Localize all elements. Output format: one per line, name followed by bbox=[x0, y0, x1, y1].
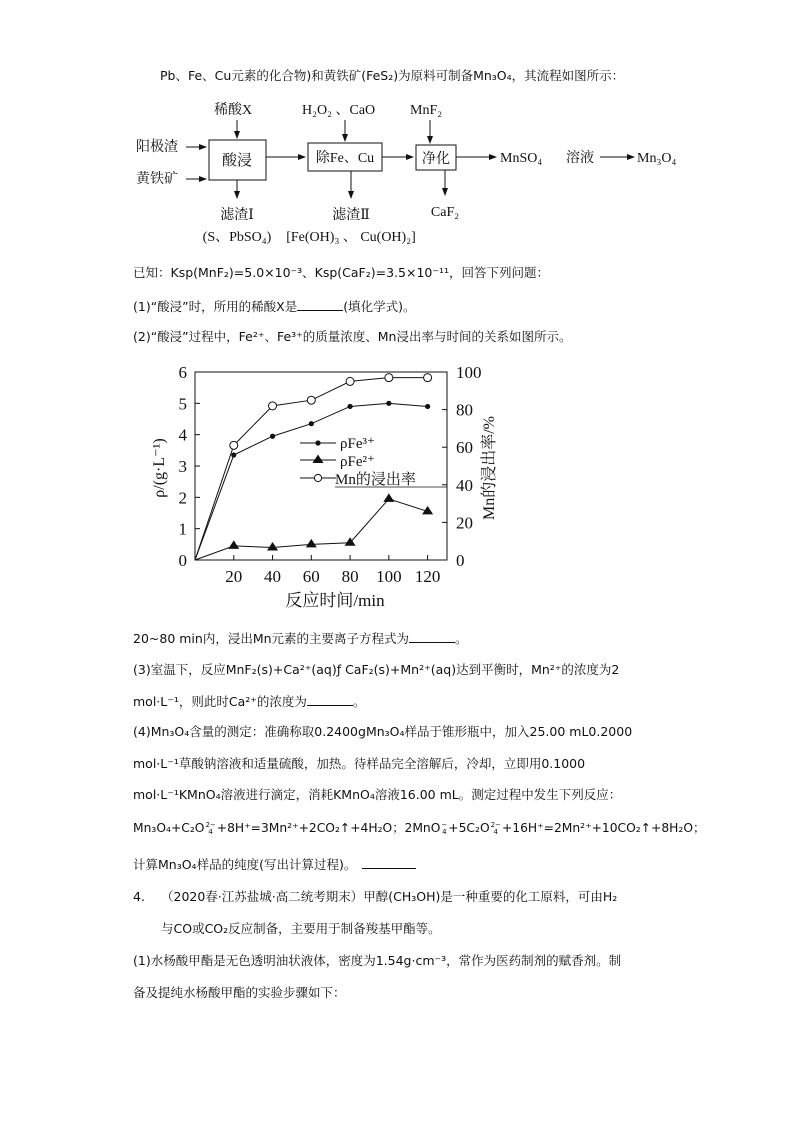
question-3-line1: (3)室温下，反应MnF₂(s)+Ca²⁺(aq)ƒ CaF₂(s)+Mn²⁺(aq)达到平衡时，Mn²⁺的浓度为2 bbox=[133, 662, 620, 677]
question-4-equations bbox=[133, 820, 705, 836]
question-1 bbox=[133, 298, 416, 315]
problem-4-q1-line1: (1)水杨酸甲酯是无色透明油状液体，密度为1.54g·cm⁻³，常作为医药制剂的赋香剂。制 bbox=[133, 953, 622, 968]
y-tick-label: 2 bbox=[178, 488, 187, 508]
data-point-mn bbox=[230, 441, 238, 449]
eq-part-2: +8H⁺=3Mn²⁺+2CO₂↑+4H₂O；2MnO bbox=[216, 821, 441, 835]
legend-label-fe2: ρFe²⁺ bbox=[340, 454, 375, 470]
product-solution: 溶液 bbox=[566, 151, 594, 166]
answer-blank-2[interactable] bbox=[409, 630, 455, 643]
question-2-text-b: 。 bbox=[455, 631, 468, 646]
y-tick-label: 0 bbox=[178, 551, 187, 570]
input-anode-slag: 阳极渣 bbox=[136, 140, 178, 155]
y-tick-label: 6 bbox=[178, 363, 187, 382]
box-acid-leach-label: 酸浸 bbox=[221, 153, 253, 169]
y2-tick-label: 80 bbox=[456, 400, 473, 420]
problem-4-q1-line2: 备及提纯水杨酸甲酯的实验步骤如下： bbox=[133, 985, 346, 1000]
data-point-fe3 bbox=[386, 401, 391, 406]
reagent-h2o2-cao: H₂O₂ 、CaO bbox=[302, 103, 376, 118]
residue2-content: [Fe(OH)₃ 、 Cu(OH)₂] bbox=[286, 230, 416, 245]
input-pyrite: 黄铁矿 bbox=[136, 172, 178, 187]
y-tick-label: 3 bbox=[178, 457, 187, 476]
question-4-text-d: 计算Mn₃O₄样品的纯度(写出计算过程)。 bbox=[133, 857, 357, 872]
box-remove-fe-cu-label: 除Fe、Cu bbox=[315, 151, 375, 166]
answer-blank-3[interactable] bbox=[307, 693, 353, 706]
chart-plot-frame bbox=[195, 372, 447, 560]
data-point-fe3 bbox=[231, 452, 236, 457]
y-tick-label: 4 bbox=[178, 425, 187, 445]
question-3-line2 bbox=[133, 693, 365, 710]
question-4-line1: (4)Mn₃O₄含量的测定：准确称取0.2400gMn₃O₄样品于锥形瓶中，加入25.00 mL0.2000 bbox=[133, 724, 633, 739]
eq-part-1: Mn₃O₄+C₂O bbox=[133, 821, 205, 835]
data-point-fe3 bbox=[309, 421, 314, 426]
box-purify-label: 净化 bbox=[422, 152, 450, 167]
y-tick-label: 5 bbox=[178, 394, 187, 414]
answer-blank-1[interactable] bbox=[297, 298, 343, 311]
known-ksp: 已知：Ksp(MnF₂)=5.0×10⁻³、Ksp(CaF₂)=3.5×10⁻¹¹，回答下列问题： bbox=[133, 265, 549, 280]
data-point-mn bbox=[269, 402, 277, 410]
x-tick-label: 60 bbox=[302, 567, 320, 586]
data-point-fe2 bbox=[306, 539, 317, 548]
series-line-1 bbox=[195, 499, 428, 560]
problem-4-line1: （2020春·江苏盐城·高二统考期末）甲醇(CH₃OH)是一种重要的化工原料，可由H₂ bbox=[161, 889, 618, 904]
data-point-fe2 bbox=[228, 540, 239, 549]
chart-y-axis-label: ρ/(g·L⁻¹) bbox=[151, 438, 168, 498]
legend-marker-fe3 bbox=[315, 440, 320, 445]
residue3-caf2: CaF₂ bbox=[430, 205, 460, 220]
question-2-equation bbox=[133, 630, 468, 647]
question-1-text-a: (1)“酸浸”时，所用的稀酸X是 bbox=[133, 299, 298, 314]
y2-tick-label: 100 bbox=[456, 363, 482, 382]
permanganate-charge: − 4 bbox=[441, 820, 448, 836]
data-point-mn bbox=[346, 377, 354, 385]
oxalate-charge-1: 2− 4 bbox=[205, 820, 216, 836]
data-point-mn bbox=[424, 374, 432, 382]
question-4-line3: mol·L⁻¹KMnO₄溶液进行滴定，消耗KMnO₄溶液16.00 mL。测定过程中发生下列反应： bbox=[133, 787, 622, 802]
problem-4-line2: 与CO或CO₂反应制备，主要用于制备羧基甲酯等。 bbox=[161, 921, 441, 936]
intro-text: Pb、Fe、Cu元素的化合物)和黄铁矿(FeS₂)为原料可制备Mn₃O₄，其流程如图所示： bbox=[160, 68, 625, 83]
data-point-mn bbox=[385, 374, 393, 382]
process-flow-diagram bbox=[130, 95, 690, 255]
question-1-text-b: (填化学式)。 bbox=[343, 299, 416, 314]
y2-tick-label: 60 bbox=[456, 438, 473, 458]
y2-tick-label: 0 bbox=[456, 551, 465, 570]
eq-part-3: +5C₂O bbox=[448, 821, 490, 835]
question-3-text-b: mol·L⁻¹，则此时Ca²⁺的浓度为 bbox=[133, 694, 307, 709]
data-point-fe2 bbox=[267, 542, 278, 551]
y2-tick-label: 20 bbox=[456, 513, 473, 533]
legend-marker-fe2 bbox=[313, 455, 324, 464]
question-3-text-c: 。 bbox=[352, 694, 366, 709]
question-2-text-a: 20~80 min内，浸出Mn元素的主要离子方程式为 bbox=[133, 631, 410, 646]
question-4-line4 bbox=[133, 856, 416, 873]
y2-tick-label: 40 bbox=[456, 475, 473, 495]
product-mnso4: MnSO₄ bbox=[500, 151, 543, 166]
residue2-label: 滤渣Ⅱ bbox=[332, 208, 370, 223]
x-tick-label: 120 bbox=[414, 567, 441, 586]
data-point-fe3 bbox=[270, 434, 275, 439]
reagent-mnf2: MnF₂ bbox=[410, 103, 443, 118]
data-point-fe2 bbox=[383, 493, 394, 502]
x-tick-label: 20 bbox=[225, 567, 243, 586]
residue1-label: 滤渣Ⅰ bbox=[220, 208, 254, 223]
data-point-fe3 bbox=[347, 404, 352, 409]
reagent-dilute-acid: 稀酸X bbox=[214, 103, 253, 118]
problem-4-number: 4. bbox=[133, 889, 145, 904]
legend-label-mn: Mn的浸出率 bbox=[335, 472, 416, 488]
eq-part-4: +16H⁺=2Mn²⁺+10CO₂↑+8H₂O； bbox=[501, 821, 706, 835]
oxalate-charge-2: 2− 4 bbox=[490, 820, 501, 836]
legend-label-fe3: ρFe³⁺ bbox=[340, 436, 375, 452]
question-4-line2: mol·L⁻¹草酸钠溶液和适量硫酸，加热。待样品完全溶解后，冷却，立即用0.1000 bbox=[133, 756, 586, 771]
x-tick-label: 80 bbox=[341, 567, 359, 586]
leaching-chart bbox=[150, 360, 510, 615]
data-point-fe3 bbox=[425, 404, 430, 409]
chart-x-axis-label: 反应时间/min bbox=[285, 591, 385, 610]
series-line-2 bbox=[195, 378, 428, 560]
x-tick-label: 40 bbox=[264, 567, 282, 586]
legend-marker-mn bbox=[314, 474, 321, 481]
x-tick-label: 100 bbox=[376, 567, 402, 586]
chart-y2-axis-label: Mn的浸出率/% bbox=[481, 415, 498, 521]
residue1-content: (S、PbSO₄) bbox=[202, 230, 272, 245]
question-2: (2)“酸浸”过程中，Fe²⁺、Fe³⁺的质量浓度、Mn浸出率与时间的关系如图所示。 bbox=[133, 329, 572, 344]
data-point-mn bbox=[307, 396, 315, 404]
answer-blank-4[interactable] bbox=[362, 856, 416, 869]
y-tick-label: 1 bbox=[178, 519, 187, 539]
product-mn3o4: Mn₃O₄ bbox=[637, 151, 677, 166]
